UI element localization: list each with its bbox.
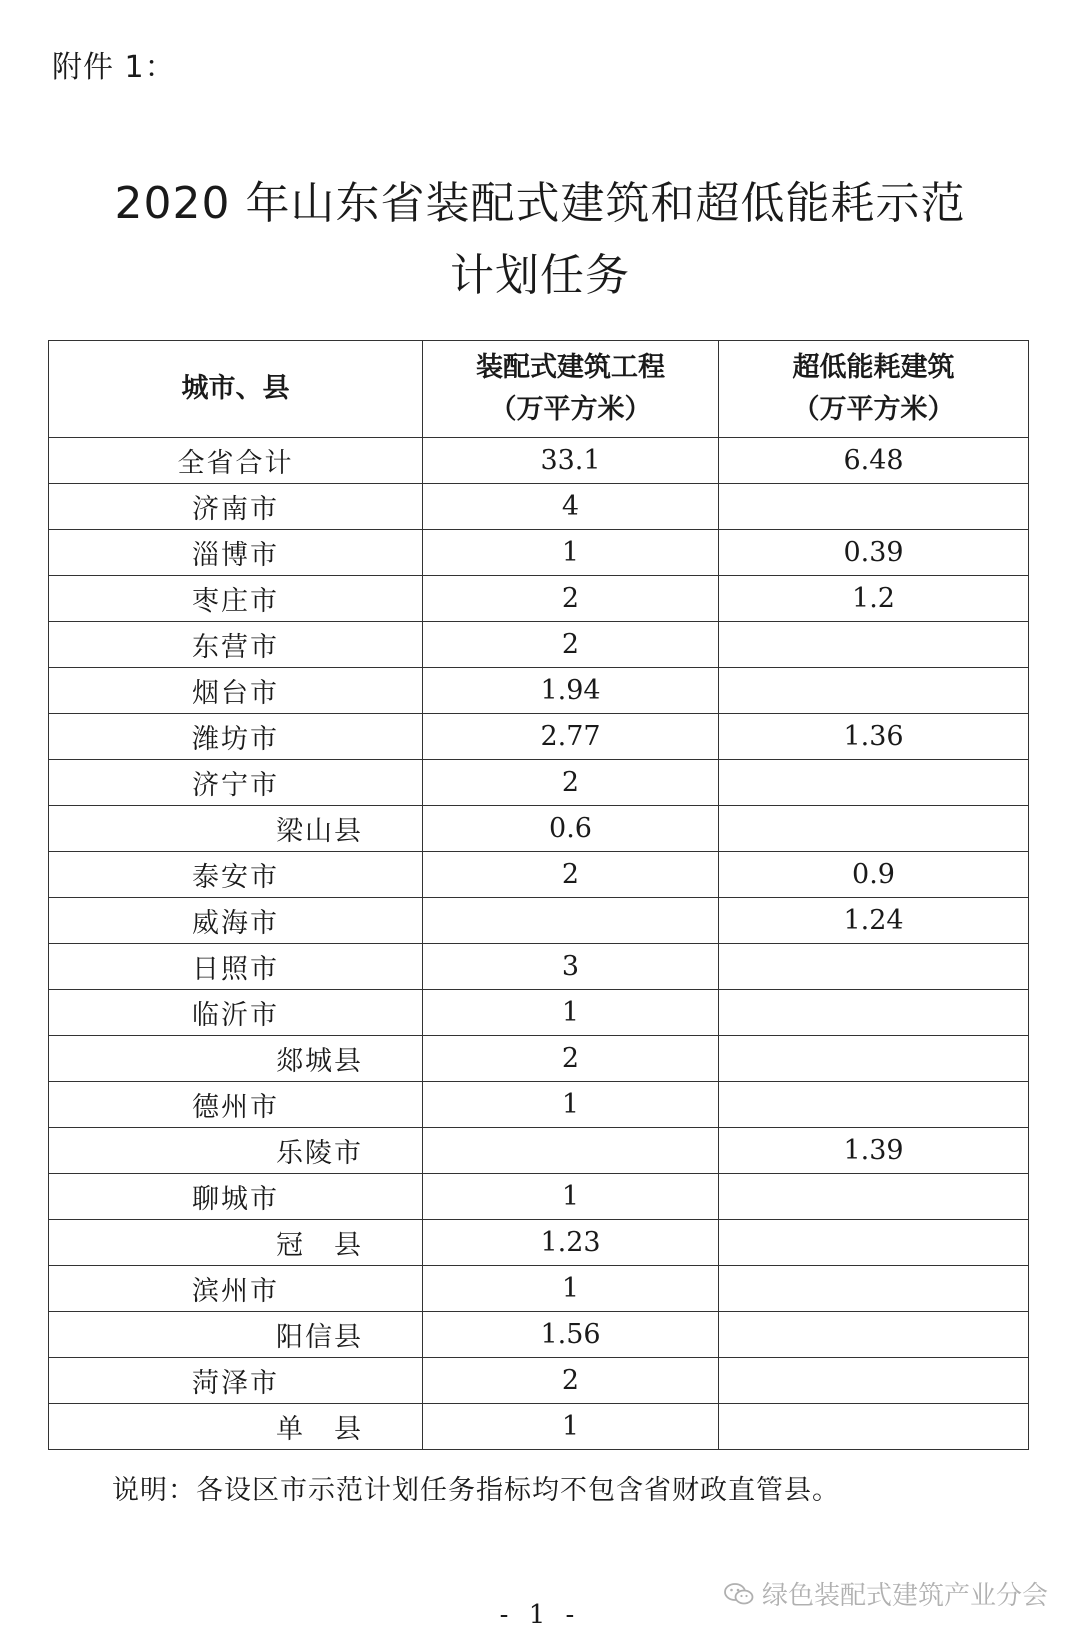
row-region-name: 烟台市 — [49, 668, 423, 714]
row-ultra-value — [719, 1220, 1029, 1266]
row-prefab-value: 1 — [423, 1266, 719, 1312]
row-ultra-value — [719, 760, 1029, 806]
row-ultra-value — [719, 1404, 1029, 1450]
row-region-name: 东营市 — [49, 622, 423, 668]
row-prefab-value — [423, 898, 719, 944]
row-region-name: 济南市 — [49, 484, 423, 530]
table-row — [49, 898, 1029, 944]
table-row — [49, 714, 1029, 760]
row-prefab-value: 2.77 — [423, 714, 719, 760]
row-region-name: 德州市 — [49, 1082, 423, 1128]
page-title-line1: 2020 年山东省装配式建筑和超低能耗示范 — [114, 178, 966, 229]
row-ultra-value: 0.39 — [719, 530, 1029, 576]
row-ultra-value: 6.48 — [719, 438, 1029, 484]
table-row — [49, 1358, 1029, 1404]
row-region-name: 济宁市 — [49, 760, 423, 806]
row-ultra-value: 1.39 — [719, 1128, 1029, 1174]
table-row — [49, 668, 1029, 714]
row-ultra-value — [719, 1358, 1029, 1404]
row-ultra-value: 1.36 — [719, 714, 1029, 760]
row-ultra-value: 0.9 — [719, 852, 1029, 898]
row-region-name: 潍坊市 — [49, 714, 423, 760]
row-ultra-value: 1.2 — [719, 576, 1029, 622]
table-row — [49, 760, 1029, 806]
table-body — [49, 438, 1029, 1450]
row-ultra-value — [719, 1312, 1029, 1358]
row-region-name: 临沂市 — [49, 990, 423, 1036]
row-ultra-value — [719, 1174, 1029, 1220]
row-region-name: 梁山县 — [49, 806, 423, 852]
row-region-name: 淄博市 — [49, 530, 423, 576]
row-prefab-value: 1 — [423, 1404, 719, 1450]
header-prefab — [423, 341, 719, 438]
header-city: 城市、县 — [49, 341, 423, 438]
row-prefab-value: 2 — [423, 576, 719, 622]
row-prefab-value: 2 — [423, 1036, 719, 1082]
table-row — [49, 1174, 1029, 1220]
table-row — [49, 1082, 1029, 1128]
row-prefab-value: 2 — [423, 760, 719, 806]
header-ultra-label: 超低能耗建筑 — [792, 352, 955, 383]
table-row — [49, 944, 1029, 990]
row-ultra-value: 1.24 — [719, 898, 1029, 944]
row-ultra-value — [719, 1266, 1029, 1312]
header-ultra — [719, 341, 1029, 438]
table-row — [49, 1036, 1029, 1082]
task-table — [48, 340, 1029, 1450]
row-prefab-value: 4 — [423, 484, 719, 530]
row-region-name: 全省合计 — [49, 438, 423, 484]
table-row — [49, 576, 1029, 622]
header-prefab-unit: （万平方米） — [489, 394, 652, 425]
table-row — [49, 530, 1029, 576]
row-region-name: 聊城市 — [49, 1174, 423, 1220]
table-row — [49, 1128, 1029, 1174]
row-region-name: 威海市 — [49, 898, 423, 944]
attachment-label: 附件 1： — [52, 50, 176, 85]
row-region-name: 日照市 — [49, 944, 423, 990]
row-prefab-value: 0.6 — [423, 806, 719, 852]
row-prefab-value: 1 — [423, 1174, 719, 1220]
row-region-name: 冠 县 — [49, 1220, 423, 1266]
row-prefab-value: 33.1 — [423, 438, 719, 484]
table-note: 说明：各设区市示范计划任务指标均不包含省财政直管县。 — [112, 1475, 840, 1506]
row-prefab-value: 1.23 — [423, 1220, 719, 1266]
row-prefab-value: 2 — [423, 852, 719, 898]
row-ultra-value — [719, 806, 1029, 852]
row-prefab-value: 2 — [423, 1358, 719, 1404]
table-row — [49, 438, 1029, 484]
row-ultra-value — [719, 484, 1029, 530]
row-ultra-value — [719, 1082, 1029, 1128]
header-ultra-unit: （万平方米） — [792, 394, 955, 425]
table-header — [49, 341, 1029, 438]
row-ultra-value — [719, 944, 1029, 990]
row-prefab-value: 1.94 — [423, 668, 719, 714]
page-number: - 1 - — [499, 1600, 581, 1630]
watermark-text: 绿色装配式建筑产业分会 — [761, 1581, 1048, 1611]
row-region-name: 菏泽市 — [49, 1358, 423, 1404]
row-ultra-value — [719, 1036, 1029, 1082]
table-row — [49, 1312, 1029, 1358]
table-row — [49, 806, 1029, 852]
row-region-name: 泰安市 — [49, 852, 423, 898]
table-row — [49, 1404, 1029, 1450]
table-row — [49, 484, 1029, 530]
row-prefab-value: 3 — [423, 944, 719, 990]
page-title-line2: 计划任务 — [450, 250, 630, 301]
row-prefab-value: 1 — [423, 530, 719, 576]
row-region-name: 乐陵市 — [49, 1128, 423, 1174]
row-ultra-value — [719, 990, 1029, 1036]
row-region-name: 单 县 — [49, 1404, 423, 1450]
row-prefab-value: 1 — [423, 990, 719, 1036]
table-row — [49, 622, 1029, 668]
header-prefab-label: 装配式建筑工程 — [476, 352, 665, 383]
row-prefab-value: 2 — [423, 622, 719, 668]
row-ultra-value — [719, 668, 1029, 714]
table-row — [49, 852, 1029, 898]
row-ultra-value — [719, 622, 1029, 668]
table-row — [49, 1220, 1029, 1266]
row-prefab-value — [423, 1128, 719, 1174]
table-row — [49, 990, 1029, 1036]
row-prefab-value: 1 — [423, 1082, 719, 1128]
row-region-name: 郯城县 — [49, 1036, 423, 1082]
table-row — [49, 1266, 1029, 1312]
row-region-name: 滨州市 — [49, 1266, 423, 1312]
row-region-name: 枣庄市 — [49, 576, 423, 622]
row-region-name: 阳信县 — [49, 1312, 423, 1358]
row-prefab-value: 1.56 — [423, 1312, 719, 1358]
